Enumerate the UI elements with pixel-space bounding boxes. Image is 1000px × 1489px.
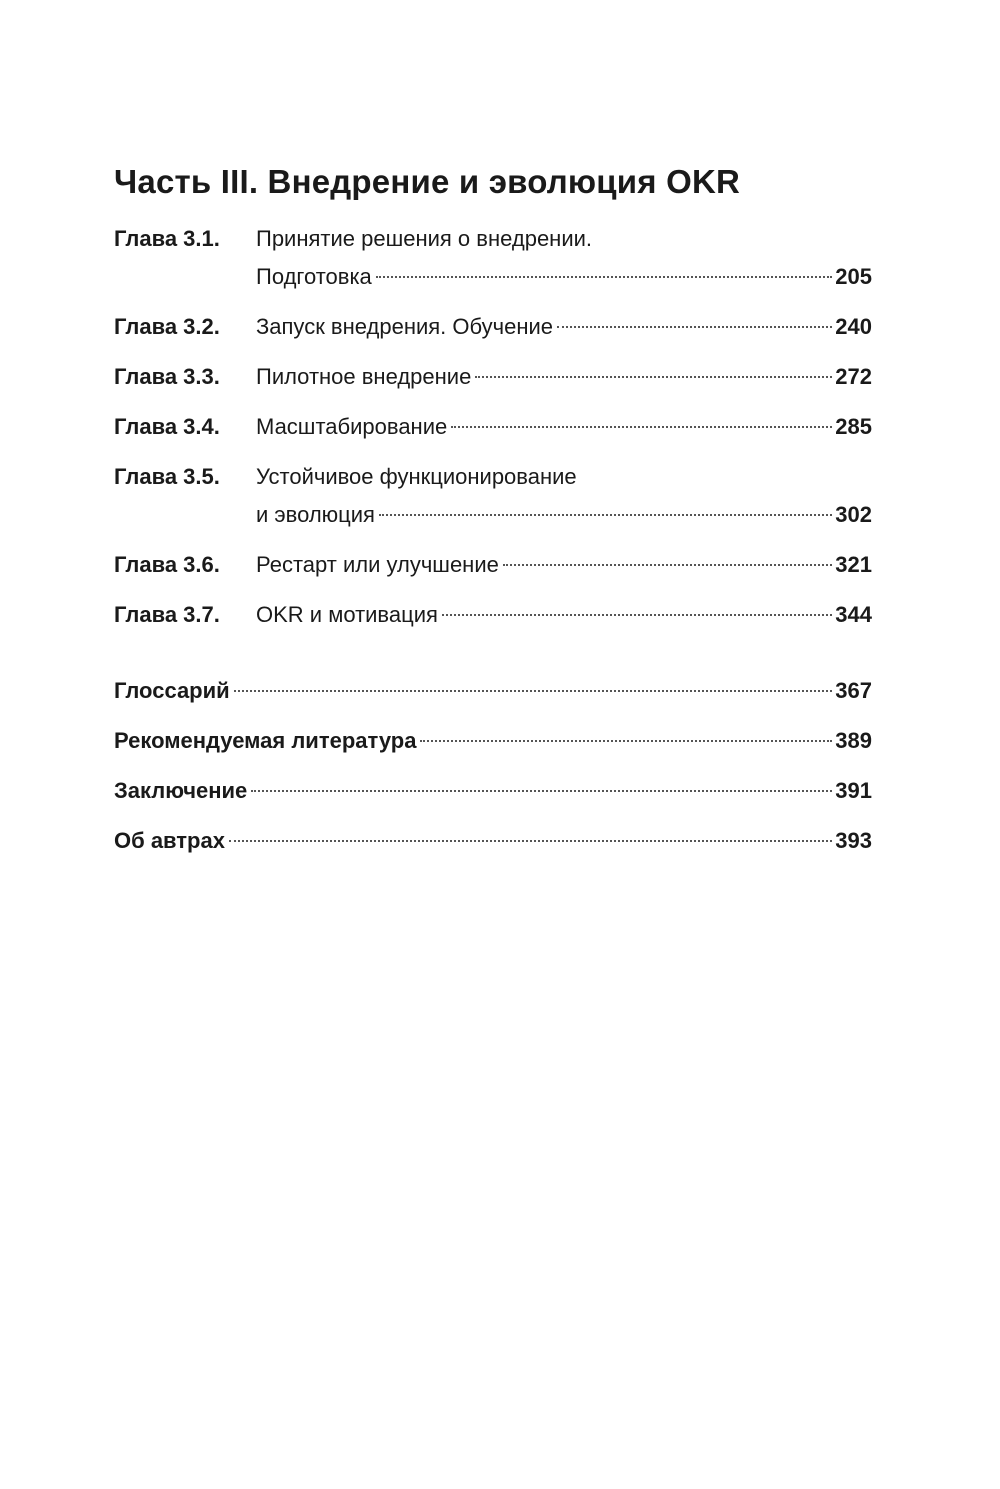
chapter-title-line: Принятие решения о внедрении. (256, 226, 593, 251)
page-number: 302 (835, 502, 872, 527)
dot-leader (251, 790, 832, 792)
chapter-title-line: и эволюция (256, 502, 375, 527)
chapter-body (256, 408, 872, 446)
toc-entry-glossary (114, 672, 872, 710)
chapter-label: Глава 3.6. (114, 552, 220, 577)
chapter-label: Глава 3.3. (114, 364, 220, 389)
dot-leader (420, 740, 832, 742)
chapter-leader-row (256, 258, 872, 296)
chapter-leader-row (256, 596, 872, 634)
toc-chapter-3-4 (114, 408, 872, 446)
toc-chapter-3-7 (114, 596, 872, 634)
chapter-body (256, 220, 872, 296)
toc-entry-recommended-reading (114, 722, 872, 760)
chapter-label: Глава 3.5. (114, 464, 220, 489)
entry-title: Глоссарий (114, 678, 230, 703)
chapter-body (256, 308, 872, 346)
chapter-title-line: Устойчивое функционирование (256, 464, 577, 489)
chapter-label: Глава 3.1. (114, 226, 220, 251)
table-of-contents (114, 158, 872, 872)
page-number: 272 (835, 364, 872, 389)
chapter-leader-row (256, 308, 872, 346)
page-number: 389 (835, 728, 872, 753)
toc-entry-conclusion (114, 772, 872, 810)
page-number: 344 (835, 602, 872, 627)
dot-leader (376, 276, 832, 278)
toc-chapter-3-5 (114, 458, 872, 534)
chapter-leader-row (256, 358, 872, 396)
toc-chapter-3-3 (114, 358, 872, 396)
chapter-title-line: Масштабирование (256, 414, 448, 439)
page-number: 391 (835, 778, 872, 803)
page-number: 240 (835, 314, 872, 339)
dot-leader (475, 376, 832, 378)
toc-chapter-3-6 (114, 546, 872, 584)
chapter-leader-row (256, 546, 872, 584)
section-gap (114, 646, 872, 672)
chapter-label: Глава 3.4. (114, 414, 220, 439)
toc-entry-about-authors (114, 822, 872, 860)
chapter-title-line: OKR и мотивация (256, 602, 438, 627)
chapter-title-line: Рестарт или улучшение (256, 552, 499, 577)
page-number: 321 (835, 552, 872, 577)
toc-chapter-3-1 (114, 220, 872, 296)
page-number: 367 (835, 678, 872, 703)
chapter-body (256, 546, 872, 584)
chapter-body (256, 358, 872, 396)
dot-leader (442, 614, 832, 616)
chapter-label: Глава 3.2. (114, 314, 220, 339)
chapter-leader-row (256, 496, 872, 534)
chapter-label: Глава 3.7. (114, 602, 220, 627)
chapter-body (256, 458, 872, 534)
dot-leader (451, 426, 832, 428)
page-number: 393 (835, 828, 872, 853)
page-number: 205 (835, 264, 872, 289)
chapter-body (256, 596, 872, 634)
chapter-leader-row (256, 408, 872, 446)
dot-leader (379, 514, 832, 516)
chapter-title-line: Пилотное внедрение (256, 364, 472, 389)
chapter-title-line: Запуск внедрения. Обучение (256, 314, 553, 339)
entry-title: Заключение (114, 778, 248, 803)
entry-title: Рекомендуемая литература (114, 728, 417, 753)
chapter-title-line: Подготовка (256, 264, 372, 289)
dot-leader (229, 840, 832, 842)
part-title: Часть III. Внедрение и эволюция OKR (114, 163, 741, 200)
dot-leader (234, 690, 833, 692)
page-number: 285 (835, 414, 872, 439)
entry-title: Об автрах (114, 828, 225, 853)
dot-leader (557, 326, 832, 328)
dot-leader (503, 564, 832, 566)
toc-chapter-3-2 (114, 308, 872, 346)
